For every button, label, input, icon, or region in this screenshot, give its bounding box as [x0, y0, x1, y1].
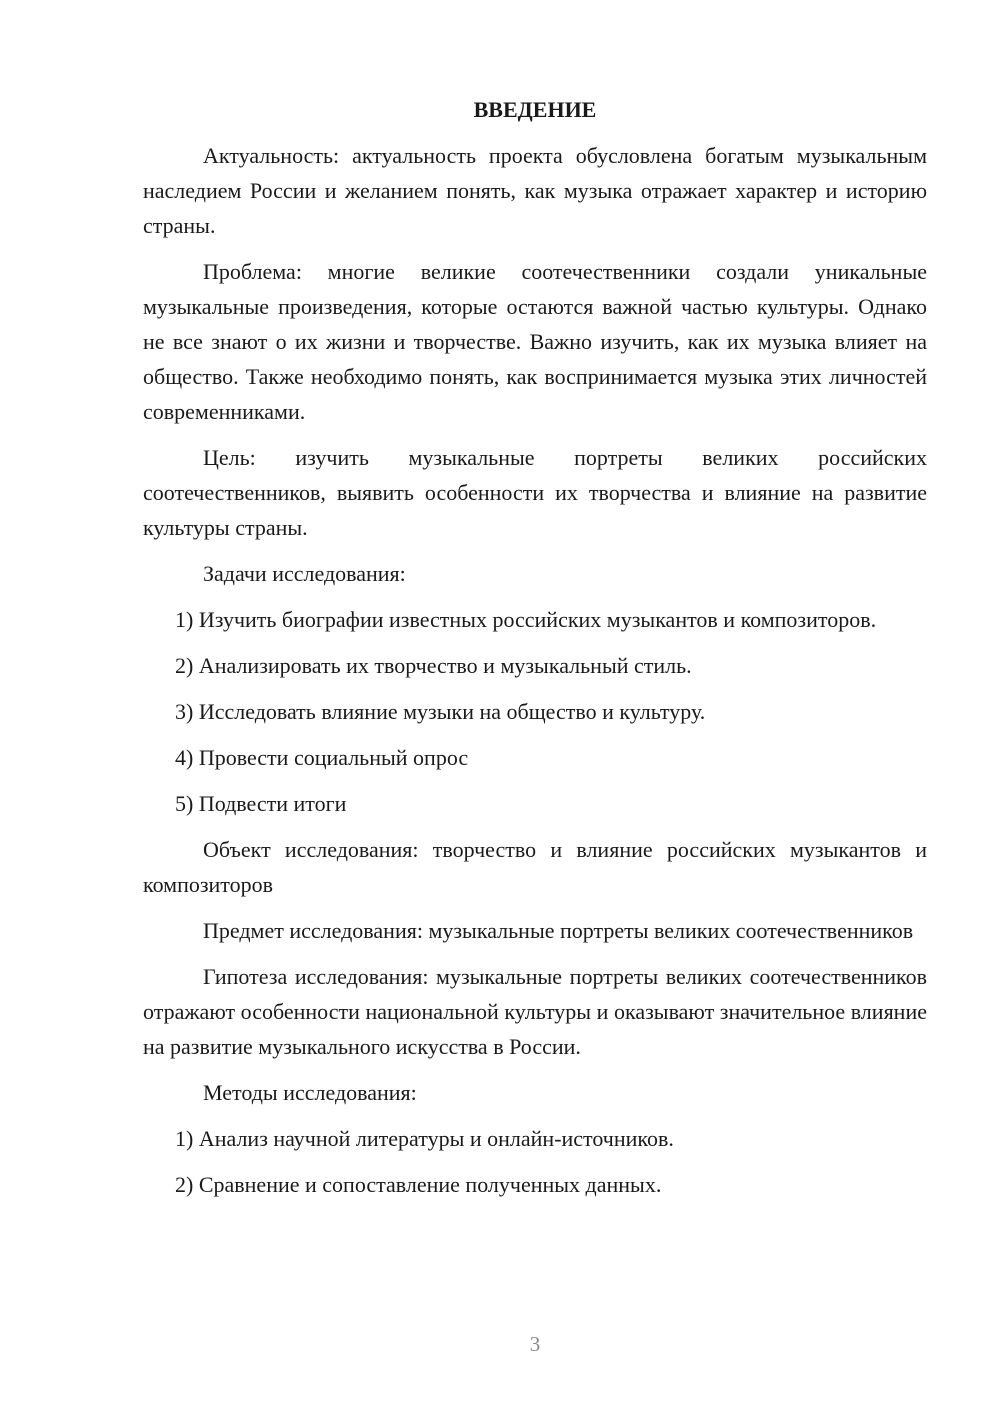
- method-item: 1) Анализ научной литературы и онлайн-источников.: [175, 1126, 674, 1151]
- page-title: ВВЕДЕНИЕ: [473, 97, 597, 122]
- page-number: 3: [529, 1332, 541, 1356]
- task-item: 4) Провести социальный опрос: [175, 745, 469, 770]
- task-item: 1) Изучить биографии известных российских музыкантов и композиторов.: [175, 607, 877, 632]
- tasks-heading: Задачи исследования:: [203, 561, 406, 586]
- object-paragraph: Объект исследования: творчество и влияние российских музыкантов и композиторов: [143, 837, 927, 897]
- hypothesis-paragraph: Гипотеза исследования: музыкальные портреты великих соотечественников отражают особенности национальной культуры и оказывают значительное влияние на развитие музыкального искусства в России.: [143, 964, 927, 1059]
- methods-heading: Методы исследования:: [203, 1080, 417, 1105]
- task-item: 2) Анализировать их творчество и музыкальный стиль.: [175, 653, 692, 678]
- document-body: [143, 92, 927, 1213]
- task-item: 3) Исследовать влияние музыки на общество и культуру.: [175, 699, 706, 724]
- method-item: 2) Сравнение и сопоставление полученных данных.: [175, 1172, 662, 1197]
- goal-paragraph: Цель: изучить музыкальные портреты великих российских соотечественников, выявить особенности их творчества и влияние на развитие культуры страны.: [143, 445, 927, 540]
- problem-paragraph: Проблема: многие великие соотечественники создали уникальные музыкальные произведения, которые остаются важной частью культуры. Однако не все знают о их жизни и творчестве. Важно изучить, как их музыка влияет на общество. Также необходимо понять, как воспринимается музыка этих личностей современниками.: [143, 259, 927, 424]
- relevance-paragraph: Актуальность: актуальность проекта обусловлена богатым музыкальным наследием России и желанием понять, как музыка отражает характер и историю страны.: [143, 143, 927, 238]
- task-item: 5) Подвести итоги: [175, 791, 347, 816]
- subject-paragraph: Предмет исследования: музыкальные портреты великих соотечественников: [203, 918, 914, 943]
